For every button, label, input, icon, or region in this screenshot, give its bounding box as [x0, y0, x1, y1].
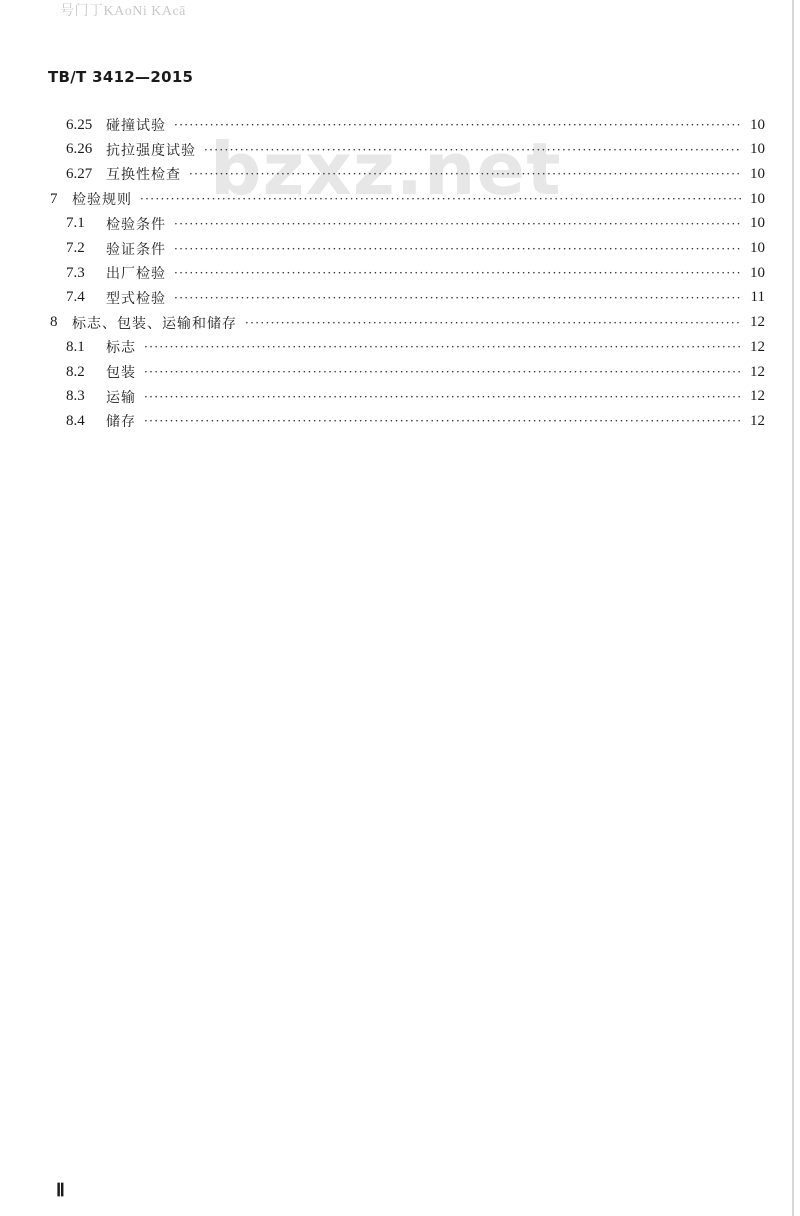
toc-title: 抗拉强度试验: [106, 142, 196, 159]
toc-number: 6.27: [66, 165, 93, 182]
toc-title: 检验规则: [72, 192, 132, 209]
toc-page: 12: [750, 412, 765, 429]
toc-number: 6.25: [66, 116, 93, 133]
toc-entry-7[interactable]: [50, 187, 765, 211]
dot-leader: [174, 241, 741, 257]
dot-leader: [189, 166, 741, 182]
toc-entry-6-27[interactable]: [66, 162, 765, 186]
toc-page: 10: [750, 165, 765, 182]
toc-title: 检验条件: [106, 216, 166, 233]
toc-title: 储存: [106, 414, 136, 431]
page-number: Ⅱ: [56, 1180, 65, 1200]
dot-leader: [174, 216, 741, 232]
toc-title: 包装: [106, 365, 136, 381]
dot-leader: [144, 339, 741, 355]
toc-entry-8[interactable]: [50, 311, 765, 335]
toc-page: 10: [750, 141, 765, 158]
toc-page: 10: [750, 215, 765, 232]
toc-entry-6-25[interactable]: [66, 113, 765, 137]
toc-page: 10: [750, 190, 765, 207]
toc-title: 标志、包装、运输和储存: [72, 315, 237, 332]
toc-number: 7: [50, 190, 58, 207]
toc-entry-8-3[interactable]: [66, 385, 765, 409]
toc-number: 8.1: [66, 338, 85, 355]
toc-page: 10: [750, 240, 765, 256]
standard-number: TB/T 3412—2015: [48, 68, 194, 86]
toc-number: 7.2: [66, 240, 85, 256]
toc-page: 12: [750, 363, 765, 380]
dot-leader: [144, 389, 741, 405]
dot-leader: [174, 290, 741, 306]
toc-title: 标志: [106, 340, 136, 357]
toc-page: 12: [750, 338, 765, 355]
toc-title: 运输: [106, 389, 136, 406]
toc-page: 10: [750, 116, 765, 133]
toc-title: 互换性检查: [106, 167, 181, 184]
toc-entry-7-1[interactable]: [66, 212, 765, 236]
toc-entry-6-26[interactable]: [66, 138, 765, 162]
toc-entry-8-1[interactable]: [66, 335, 765, 359]
toc-page: 11: [750, 289, 765, 306]
toc-number: 7.4: [66, 289, 85, 306]
toc-title: 碰撞试验: [106, 118, 166, 134]
watermark: bzxz.net: [210, 127, 562, 211]
toc-page: 12: [750, 314, 765, 331]
dot-leader: [174, 117, 741, 133]
dot-leader: [140, 191, 741, 207]
toc-number: 7.1: [66, 215, 85, 232]
toc-entry-8-2[interactable]: [66, 360, 765, 384]
dot-leader: [144, 364, 741, 380]
toc-number: 8.3: [66, 388, 85, 405]
toc-number: 8.4: [66, 412, 85, 429]
toc-number: 7.3: [66, 264, 85, 281]
dot-leader: [144, 413, 741, 429]
dot-leader: [245, 315, 741, 331]
dot-leader: [204, 142, 741, 158]
toc-page: 10: [750, 264, 765, 281]
dot-leader: [174, 265, 741, 281]
toc-number: 8.2: [66, 363, 85, 380]
toc-number: 8: [50, 314, 58, 331]
toc-entry-7-4[interactable]: [66, 286, 765, 310]
header-mark: 号门丁KAoNi KAcā: [60, 4, 186, 19]
toc-entry-7-3[interactable]: [66, 261, 765, 285]
toc-title: 验证条件: [106, 241, 166, 258]
toc-title: 出厂检验: [106, 266, 166, 283]
toc-title: 型式检验: [106, 290, 166, 307]
toc-number: 6.26: [66, 141, 93, 158]
page-edge-rule: [792, 0, 794, 1216]
toc-entry-7-2[interactable]: [66, 237, 765, 261]
toc-entry-8-4[interactable]: [66, 409, 765, 433]
toc-page: 12: [750, 388, 765, 405]
